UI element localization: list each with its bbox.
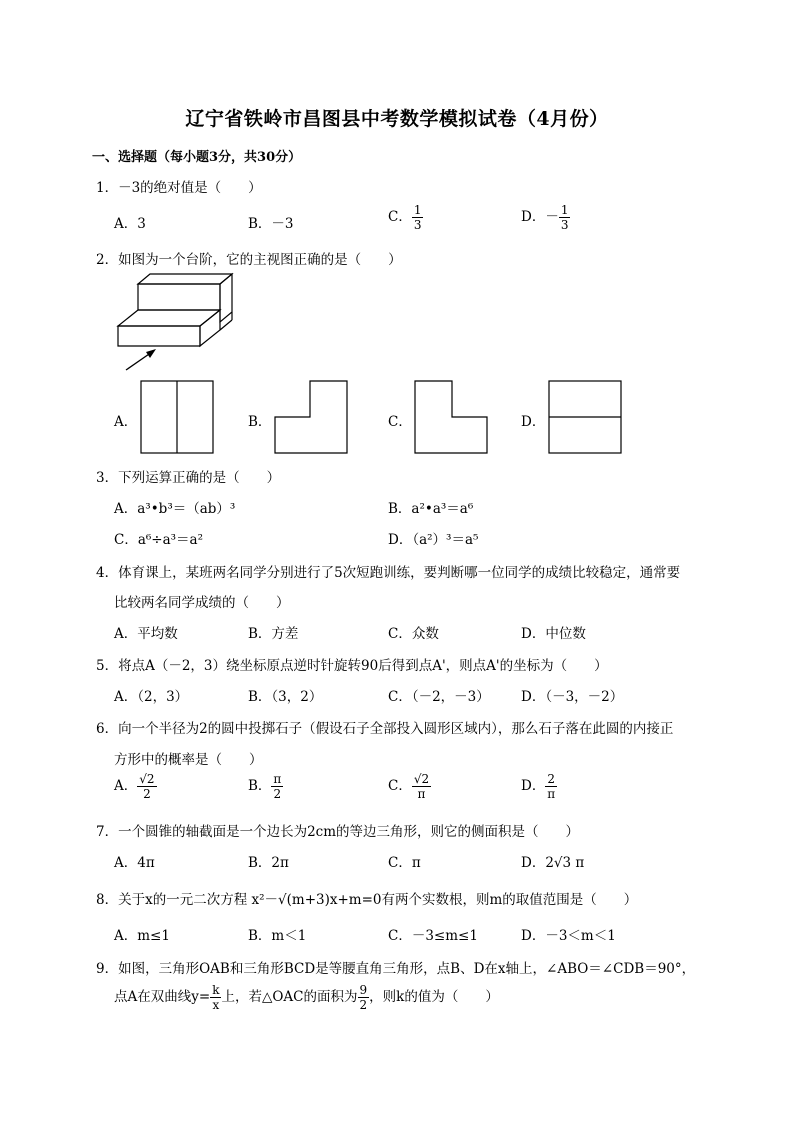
- q6-option-b: B． $\frac{\pi}{2}$: [248, 772, 282, 801]
- q1-option-d: D．－ $\frac{1}{3}$: [521, 203, 569, 232]
- q8-option-b: B．m＜1: [248, 928, 307, 944]
- q6-stem-line2: 方形中的概率是（ ）: [114, 752, 263, 768]
- q4-option-d: D．中位数: [521, 626, 586, 642]
- q1-option-c: C． $\frac{1}{3}$: [388, 203, 422, 232]
- q7-option-a: A．4π: [114, 855, 155, 871]
- q3-option-b: B．a²•a³＝a⁶: [388, 501, 474, 517]
- q3-option-c: C．a⁶÷a³＝a²: [114, 532, 204, 548]
- q2-option-c-label: C．: [388, 414, 412, 430]
- page-title: 辽宁省铁岭市昌图县中考数学模拟试卷（4月份）: [185, 108, 609, 130]
- q1-stem: 1．－3的绝对值是（ ）: [96, 180, 262, 196]
- q6-option-a: A． $\frac{√2}{2}$: [114, 772, 155, 801]
- q7-option-b: B．2π: [248, 855, 289, 871]
- q4-option-c: C．众数: [388, 626, 439, 642]
- staircase-figure: [112, 272, 238, 376]
- section-heading: 一、选择题（每小题3分，共30分）: [92, 150, 302, 165]
- q4-stem-line2: 比较两名同学成绩的（ ）: [114, 595, 290, 611]
- q8-option-a: A．m≤1: [114, 928, 170, 944]
- q8-stem: 8．关于x的一元二次方程 x²－√(m+3)x+m=0有两个实数根，则m的取值范围是（ ）: [96, 892, 638, 908]
- q2-option-d-label: D．: [521, 414, 546, 430]
- q2-stem: 2．如图为一个台阶，它的主视图正确的是（ ）: [96, 252, 402, 268]
- q5-option-b: B．（3，2）: [248, 689, 323, 705]
- q8-option-d: D．－3＜m＜1: [521, 928, 616, 944]
- q2-option-a-figure: [140, 380, 214, 454]
- q5-option-d: D．（－3，－2）: [521, 689, 624, 705]
- q5-stem: 5．将点A（－2，3）绕坐标原点逆时针旋转90后得到点A'，则点A'的坐标为（ ）: [96, 658, 608, 674]
- q8-option-c: C．－3≤m≤1: [388, 928, 478, 944]
- q2-option-b-label: B．: [248, 414, 272, 430]
- q9-stem-line2: 点A在双曲线y= $\frac{k}{x}$ 上，若△OAC的面积为 $\frac{9}{2}$ ，则k的值为（ ）: [114, 983, 499, 1012]
- q5-option-a: A．（2，3）: [114, 689, 189, 705]
- q1-option-a: A．3: [114, 216, 146, 232]
- q2-option-a-label: A．: [114, 414, 138, 430]
- q2-option-d-figure: [548, 380, 622, 454]
- q4-option-b: B．方差: [248, 626, 299, 642]
- q3-stem: 3．下列运算正确的是（ ）: [96, 470, 281, 486]
- q7-option-d: D．2√3 π: [521, 855, 585, 871]
- q4-option-a: A．平均数: [114, 626, 178, 642]
- q6-option-c: C． $\frac{√2}{\pi}$: [388, 772, 430, 801]
- q9-stem-line1: 9．如图，三角形OAB和三角形BCD是等腰直角三角形，点B、D在x轴上，∠ABO＝∠CDB＝90°，: [96, 961, 696, 977]
- q7-option-c: C．π: [388, 855, 421, 871]
- q6-option-d: D． $\frac{2}{\pi}$: [521, 772, 556, 801]
- q1-option-b: B．－3: [248, 216, 294, 232]
- q2-option-b-figure: [274, 380, 348, 454]
- q6-stem-line1: 6．向一个半径为2的圆中投掷石子（假设石子全部投入圆形区域内），那么石子落在此圆的内接正: [96, 721, 674, 737]
- q3-option-d: D．（a²）³＝a⁵: [388, 532, 479, 548]
- q3-option-a: A．a³•b³＝（ab）³: [114, 501, 236, 517]
- q4-stem-line1: 4．体育课上，某班两名同学分别进行了5次短跑训练，要判断哪一位同学的成绩比较稳定，通常要: [96, 565, 681, 581]
- q2-option-c-figure: [414, 380, 488, 454]
- q7-stem: 7．一个圆锥的轴截面是一个边长为2cm的等边三角形，则它的侧面积是（ ）: [96, 824, 580, 840]
- q5-option-c: C．（－2，－3）: [388, 689, 490, 705]
